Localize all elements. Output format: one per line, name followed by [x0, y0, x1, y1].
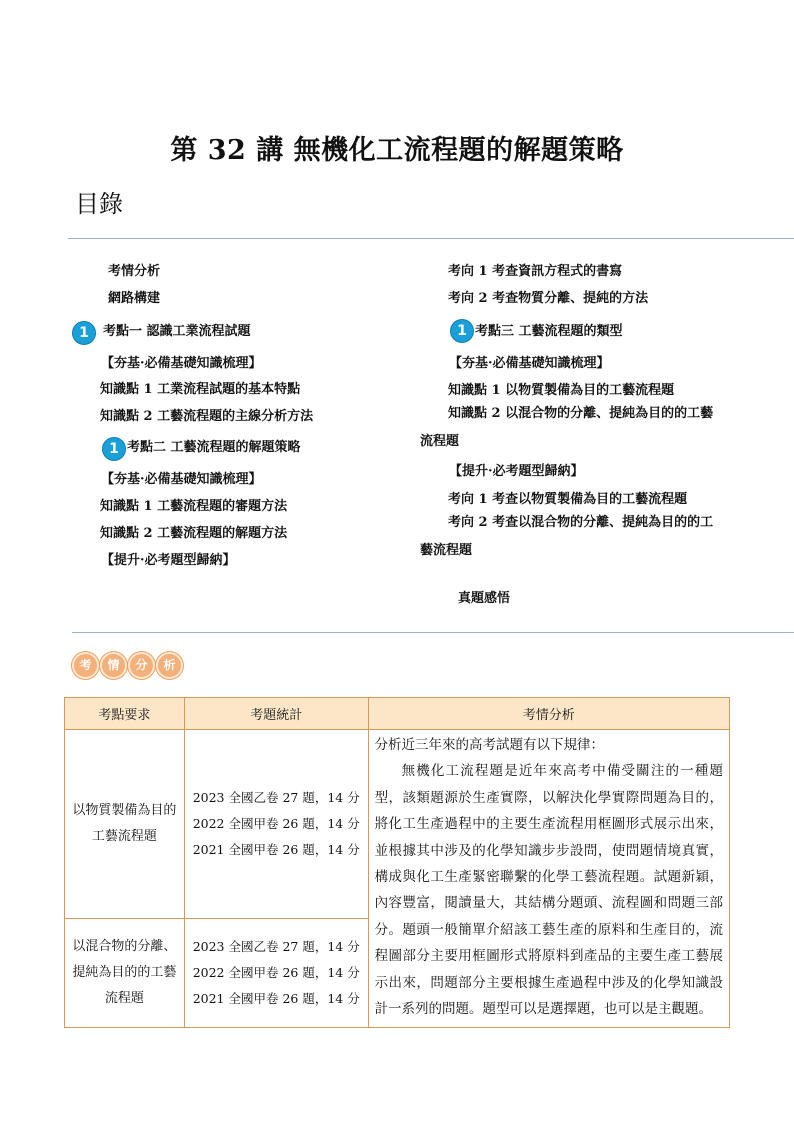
- toc-item-zhenti[interactable]: 真題感悟: [458, 591, 511, 606]
- kaodian-badge-icon: 1: [102, 437, 126, 461]
- page-title: 第 32 講 無機化工流程題的解題策略: [170, 135, 624, 166]
- toc-item-zhishi[interactable]: 知識點 1 工藝流程題的審題方法: [100, 499, 288, 514]
- banner-char: 情: [100, 652, 127, 679]
- banner-char: 考: [72, 652, 99, 679]
- stat-line: 2023 全國乙卷 27 題，14 分: [192, 939, 360, 954]
- toc-item-section[interactable]: 【夯基·必備基礎知識梳理】: [101, 472, 262, 487]
- analysis-intro: 分析近三年來的高考試題有以下規律：: [374, 737, 605, 753]
- kaodian-badge-icon: 1: [72, 321, 96, 345]
- stats-cell: [184, 919, 368, 1028]
- table-header: 考情分析: [368, 698, 729, 730]
- section-banner-kaoqing: [72, 652, 183, 682]
- analysis-cell: [368, 730, 729, 1028]
- stats-cell: [184, 730, 368, 919]
- toc-bottom-divider: [72, 632, 794, 633]
- requirement-cell: 以混合物的分離、提純為目的的工藝流程題: [65, 919, 185, 1028]
- toc-top-divider: [68, 238, 794, 239]
- toc-item-kaoxiang[interactable]: 考向 2 考查以混合物的分離、提純為目的的工藝流程題: [420, 515, 714, 558]
- toc-item-zhishi[interactable]: 知識點 2 工藝流程題的主線分析方法: [100, 409, 314, 424]
- stat-line: 2022 全國甲卷 26 題，14 分: [192, 965, 360, 980]
- banner-char: 析: [156, 652, 183, 679]
- toc-item-zhishi[interactable]: 知識點 2 工藝流程題的解題方法: [100, 526, 288, 541]
- kaoqing-table: [64, 697, 730, 1028]
- toc-item-kaoqing[interactable]: 考情分析: [108, 264, 161, 279]
- toc-item-wanglu[interactable]: 網路構建: [108, 291, 161, 306]
- stat-line: 2021 全國甲卷 26 題，14 分: [192, 991, 360, 1006]
- toc-item-kaodian-1[interactable]: 考點一 認識工業流程試題: [103, 324, 251, 339]
- kaodian-badge-icon: 1: [450, 319, 474, 343]
- toc-item-kaoxiang[interactable]: 考向 1 考查資訊方程式的書寫: [448, 264, 623, 279]
- toc-item-zhishi[interactable]: 知識點 1 工業流程試題的基本特點: [100, 382, 301, 397]
- toc-item-section[interactable]: 【提升·必考題型歸納】: [449, 464, 584, 479]
- toc-item-zhishi[interactable]: 知識點 2 以混合物的分離、提純為目的的工藝流程題: [420, 406, 714, 449]
- toc-item-section[interactable]: 【夯基·必備基礎知識梳理】: [101, 356, 262, 371]
- toc-item-section[interactable]: 【夯基·必備基礎知識梳理】: [449, 356, 610, 371]
- stat-line: 2023 全國乙卷 27 題，14 分: [192, 790, 360, 805]
- table-row: [65, 730, 730, 919]
- stat-line: 2021 全國甲卷 26 題，14 分: [192, 842, 360, 857]
- stat-line: 2022 全國甲卷 26 題，14 分: [192, 816, 360, 831]
- analysis-body: 無機化工流程題是近年來高考中備受關注的一種題型，該類題源於生產實際，以解決化學實際問題為目的，將化工生產過程中的主要生產流程用框圖形式展示出來，並根據其中涉及的化學知識步步設問，使問題情境真實，構成與化工生產緊密聯繫的化學工藝流程題。試題新穎，內容豐富，閱讀量大，其結構分題頭、流程圖和問題三部分。題頭一般簡單介紹該工藝生產的原料和生產目的，流程圖部分主要用框圖形式將原料到產品的主要生產工藝展示出來，問題部分主要根據生產過程中涉及的化學知識設計一系列的問題。題型可以是選擇題，也可以是主觀題。: [374, 763, 723, 1018]
- toc-item-kaoxiang[interactable]: 考向 1 考查以物質製備為目的工藝流程題: [448, 492, 688, 507]
- toc-heading: 目錄: [75, 190, 123, 218]
- toc-item-kaodian-2[interactable]: 考點二 工藝流程題的解題策略: [127, 440, 301, 455]
- toc-item-kaoxiang[interactable]: 考向 2 考查物質分離、提純的方法: [448, 291, 649, 306]
- table-header: 考題統計: [184, 698, 368, 730]
- toc-item-section[interactable]: 【提升·必考題型歸納】: [101, 553, 236, 568]
- toc-item-kaodian-3[interactable]: 考點三 工藝流程題的類型: [475, 324, 623, 339]
- banner-char: 分: [128, 652, 155, 679]
- table-header: 考點要求: [65, 698, 185, 730]
- toc-item-zhishi[interactable]: 知識點 1 以物質製備為目的工藝流程題: [448, 383, 675, 398]
- requirement-cell: 以物質製備為目的工藝流程題: [65, 730, 185, 919]
